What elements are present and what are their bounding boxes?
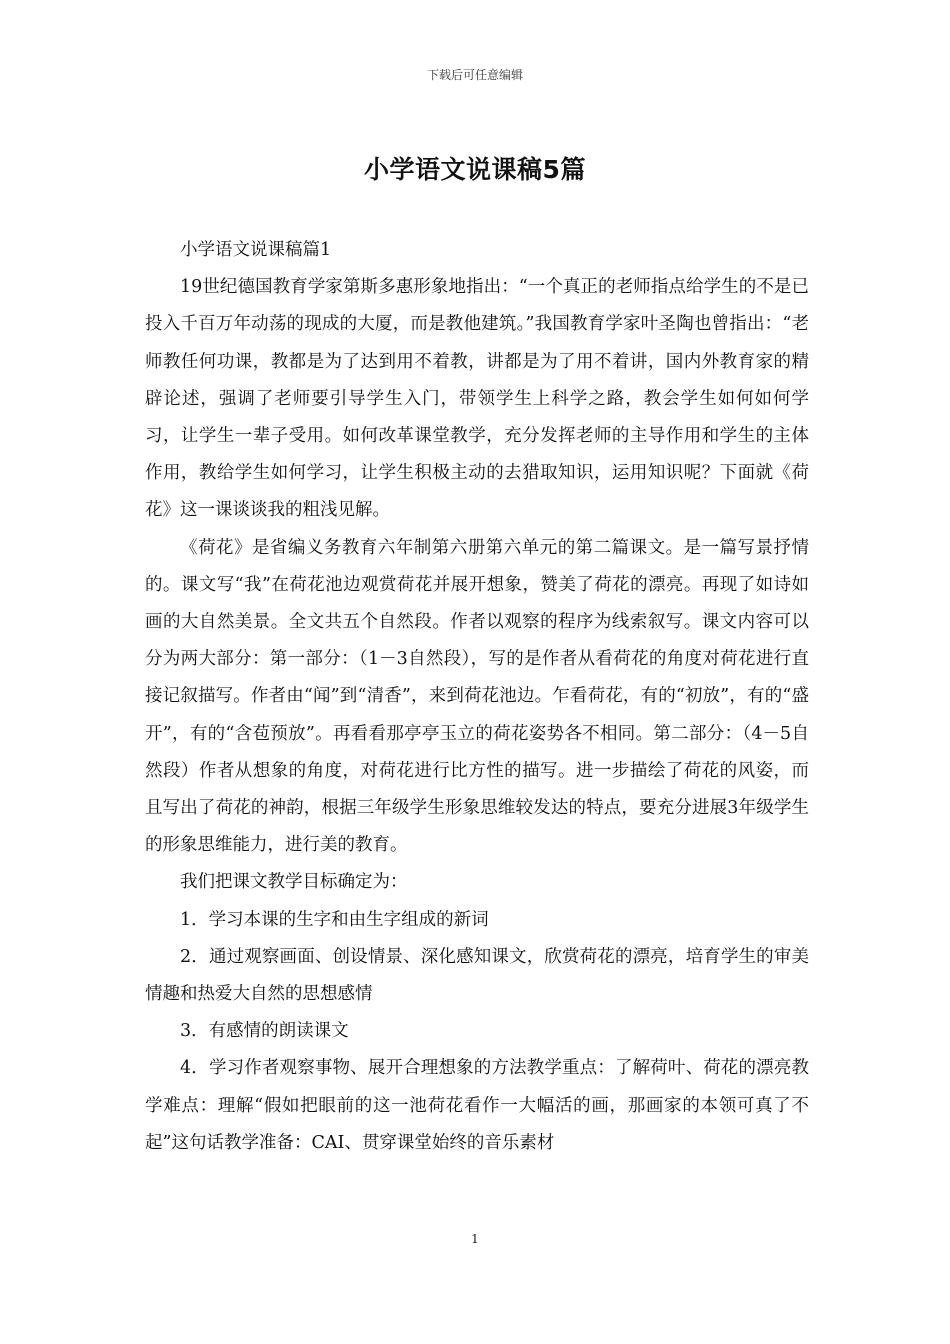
document-body	[145, 232, 809, 1162]
objective-item-1: 1．学习本课的生字和由生字组成的新词	[180, 909, 489, 930]
page-header-note: 下载后可任意编辑	[426, 68, 523, 82]
paragraph-objectives-lead: 我们把课文教学目标确定为：	[180, 872, 408, 893]
objective-item-3: 3．有感情的朗读课文	[180, 1021, 349, 1042]
section-heading: 小学语文说课稿篇1	[180, 240, 332, 260]
objective-item-2: 2．通过观察画面、创设情景、深化感知课文，欣赏荷花的漂亮，培育学生的审美情趣和热爱大自然的思想感情	[145, 946, 809, 1005]
paragraph-intro-quote: 19世纪德国教育学家第斯多惠形象地指出：“一个真正的老师指点给学生的不是已投入千百万年动荡的现成的大厦，而是教他建筑。”我国教育学家叶圣陶也曾指出：“老师教任何功课，教都是为了达到用不着教，讲都是为了用不着讲，国内外教育家的精辟论述，强调了老师要引导学生入门，带领学生上科学之路，教会学生如何如何学习，让学生一辈子受用。如何改革课堂教学，充分发挥老师的主导作用和学生的主体作用，教给学生如何学习，让学生积极主动的去猎取知识，运用知识呢？下面就《荷花》这一课谈谈我的粗浅见解。	[145, 277, 809, 521]
document-title: 小学语文说课稿5篇	[364, 155, 586, 184]
paragraph-lesson-analysis: 《荷花》是省编义务教育六年制第六册第六单元的第二篇课文。是一篇写景抒情的。课文写“我”在荷花池边观赏荷花并展开想象，赞美了荷花的漂亮。再现了如诗如画的大自然美景。全文共五个自然段。作者以观察的程序为线索叙写。课文内容可以分为两大部分：第一部分：（1－3自然段），写的是作者从看荷花的角度对荷花进行直接记叙描写。作者由“闻”到“清香”，来到荷花池边。乍看荷花，有的“初放”，有的“盛开”，有的“含苞预放”。再看看那亭亭玉立的荷花姿势各不相同。第二部分：（4－5自然段）作者从想象的角度，对荷花进行比方性的描写。进一步描绘了荷花的风姿，而且写出了荷花的神韵，根据三年级学生形象思维较发达的特点，要充分进展3年级学生的形象思维能力，进行美的教育。	[145, 537, 809, 856]
objective-item-4: 4．学习作者观察事物、展开合理想象的方法教学重点：了解荷叶、荷花的漂亮教学难点：理解“假如把眼前的这一池荷花看作一大幅活的画，那画家的本领可真了不起”这句话教学准备：CAI、贯穿课堂始终的音乐素材	[145, 1058, 809, 1153]
page-number: 1	[471, 1232, 479, 1246]
